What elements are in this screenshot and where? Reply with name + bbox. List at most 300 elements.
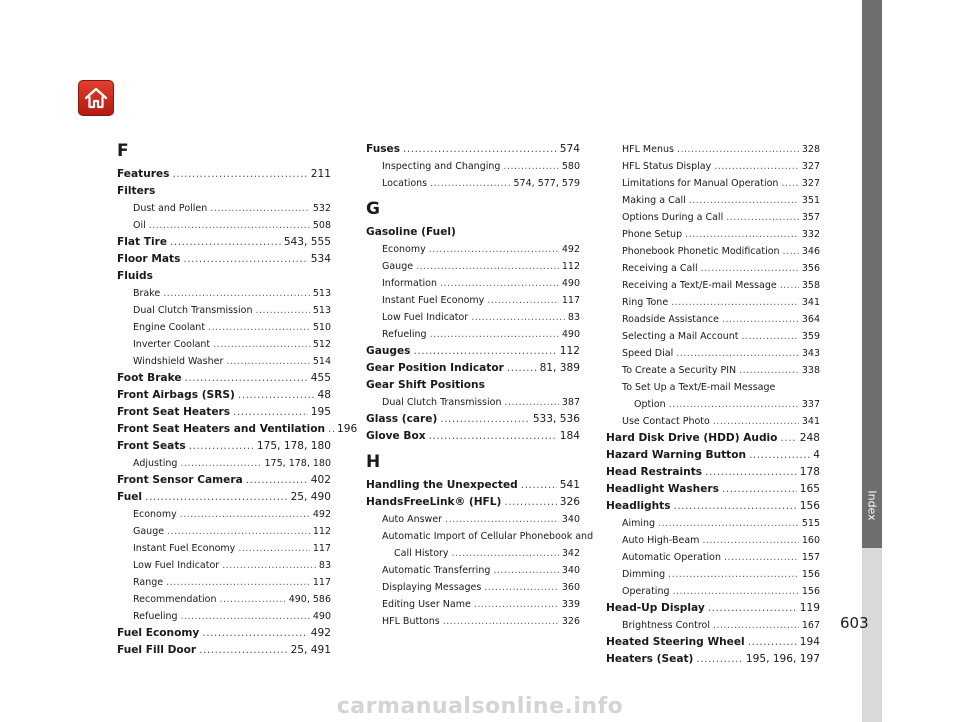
entry-label: Brightness Control xyxy=(622,620,710,631)
index-subentry[interactable] xyxy=(117,540,331,557)
index-heading: Gear Shift Positions xyxy=(366,379,485,391)
entry-label: To Create a Security PIN xyxy=(622,365,737,376)
page-reference-link[interactable]: 332 xyxy=(801,229,820,240)
dot-leader xyxy=(403,141,557,158)
section-letter: G xyxy=(366,199,380,219)
entry-label: Range xyxy=(133,577,164,588)
index-entry[interactable] xyxy=(117,421,358,438)
index-subentry[interactable] xyxy=(117,523,331,540)
dot-leader xyxy=(413,343,556,360)
page-reference-link[interactable]: 387 xyxy=(561,397,580,408)
dot-leader xyxy=(722,481,797,498)
index-subentry[interactable] xyxy=(117,302,331,319)
page-reference-link[interactable]: 211 xyxy=(310,168,331,180)
page-reference-link[interactable]: 175, 178, 180 xyxy=(264,458,331,469)
page-reference-link[interactable]: 156 xyxy=(799,500,820,512)
index-subentry[interactable] xyxy=(606,209,820,226)
entry-label: Dust and Pollen xyxy=(133,203,208,214)
dot-leader xyxy=(781,175,798,192)
entry-label: Gauge xyxy=(133,526,165,537)
index-subentry[interactable] xyxy=(117,353,331,370)
page-reference-link[interactable]: 492 xyxy=(561,244,580,255)
page-reference-link[interactable]: 327 xyxy=(801,178,820,189)
index-subentry[interactable] xyxy=(366,275,580,292)
page-reference-link[interactable]: 25, 490 xyxy=(290,491,331,503)
dot-leader xyxy=(724,549,799,566)
entry-label: Dual Clutch Transmission xyxy=(382,397,502,408)
page-reference-link[interactable]: 533, 536 xyxy=(532,413,580,425)
page-reference-link[interactable]: 513 xyxy=(312,305,331,316)
entry-label: Phone Setup xyxy=(622,229,683,240)
page-reference-link[interactable]: 455 xyxy=(310,372,331,384)
index-subentry[interactable] xyxy=(366,292,580,309)
dot-leader xyxy=(167,523,310,540)
entry-label: Heated Steering Wheel xyxy=(606,636,745,648)
entry-label: Speed Dial xyxy=(622,348,674,359)
index-side-tab[interactable] xyxy=(862,0,882,548)
dot-leader xyxy=(445,511,559,528)
page-reference-link[interactable]: 492 xyxy=(310,627,331,639)
page-reference-link[interactable]: 248 xyxy=(799,432,820,444)
page-reference-link[interactable]: 326 xyxy=(559,496,580,508)
index-subentry[interactable] xyxy=(366,258,580,275)
page-reference-link[interactable]: 351 xyxy=(801,195,820,206)
entry-label: Option xyxy=(634,399,666,410)
page-reference-link[interactable]: 541 xyxy=(559,479,580,491)
index-subentry[interactable] xyxy=(606,192,820,209)
page-reference-link[interactable]: 512 xyxy=(312,339,331,350)
page-reference-link[interactable]: 156 xyxy=(801,586,820,597)
dot-leader xyxy=(210,200,310,217)
index-subentry[interactable] xyxy=(606,277,820,294)
index-subentry[interactable] xyxy=(606,617,820,634)
page-reference-link[interactable]: 117 xyxy=(561,295,580,306)
page-reference-link[interactable]: 343 xyxy=(801,348,820,359)
dot-leader xyxy=(328,421,334,438)
entry-label: Displaying Messages xyxy=(382,582,482,593)
entry-label: HFL Status Display xyxy=(622,161,712,172)
index-heading: Fluids xyxy=(117,270,153,282)
dot-leader xyxy=(440,411,530,428)
dot-leader xyxy=(521,477,557,494)
dot-leader xyxy=(713,617,799,634)
page-reference-link[interactable]: 339 xyxy=(561,599,580,610)
dot-leader xyxy=(180,455,261,472)
entry-label: Fuel xyxy=(117,491,143,503)
entry-label: HandsFreeLink® (HFL) xyxy=(366,496,502,508)
entry-label: HFL Menus xyxy=(622,144,674,155)
dot-leader xyxy=(742,328,799,345)
index-subentry[interactable] xyxy=(117,574,331,591)
page-reference-link[interactable]: 48 xyxy=(317,389,331,401)
entry-label: Hazard Warning Button xyxy=(606,449,747,461)
page-reference-link[interactable]: 490 xyxy=(561,278,580,289)
dot-leader xyxy=(493,562,558,579)
entry-label: Selecting a Mail Account xyxy=(622,331,739,342)
page-reference-link[interactable]: 356 xyxy=(801,263,820,274)
index-subentry[interactable] xyxy=(117,506,331,523)
dot-leader xyxy=(430,326,559,343)
index-subentry[interactable] xyxy=(366,309,580,326)
entry-label: Phonebook Phonetic Modification xyxy=(622,246,780,257)
entry-label: Fuses xyxy=(366,143,401,155)
page-reference-link[interactable]: 160 xyxy=(801,535,820,546)
entry-label: Windshield Washer xyxy=(133,356,224,367)
entry-label: Receiving a Text/E-mail Message xyxy=(622,280,777,291)
index-subentry[interactable] xyxy=(606,413,820,430)
page-reference-link[interactable]: 117 xyxy=(312,577,331,588)
page-reference-link[interactable]: 360 xyxy=(561,582,580,593)
dot-leader xyxy=(183,251,307,268)
index-entry[interactable] xyxy=(366,141,580,158)
page-reference-link[interactable]: 328 xyxy=(801,144,820,155)
page-reference-link[interactable]: 81, 389 xyxy=(539,362,580,374)
page-reference-link[interactable]: 346 xyxy=(801,246,820,257)
dot-leader xyxy=(701,260,799,277)
index-entry[interactable] xyxy=(117,625,331,642)
entry-label: Refueling xyxy=(133,611,178,622)
entry-label: Auto High-Beam xyxy=(622,535,700,546)
page-reference-link[interactable]: 165 xyxy=(799,483,820,495)
page-reference-link[interactable]: 194 xyxy=(799,636,820,648)
entry-label: Instant Fuel Economy xyxy=(382,295,485,306)
entry-label: Editing User Name xyxy=(382,599,471,610)
page-reference-link[interactable]: 490 xyxy=(561,329,580,340)
entry-label: Dual Clutch Transmission xyxy=(133,305,253,316)
index-subentry[interactable] xyxy=(606,260,820,277)
page-reference-link[interactable]: 574, 577, 579 xyxy=(513,178,580,189)
entry-label: Locations xyxy=(382,178,428,189)
index-subentry[interactable] xyxy=(606,243,820,260)
entry-label: Glass (care) xyxy=(366,413,438,425)
entry-label: Head Restraints xyxy=(606,466,703,478)
dot-leader xyxy=(722,311,799,328)
page-reference-link[interactable]: 357 xyxy=(801,212,820,223)
page-reference-link[interactable]: 340 xyxy=(561,514,580,525)
index-entry[interactable] xyxy=(366,343,580,360)
index-subentry[interactable] xyxy=(366,511,580,528)
entry-label: Receiving a Call xyxy=(622,263,698,274)
page-reference-link[interactable]: 327 xyxy=(801,161,820,172)
dot-leader xyxy=(180,506,310,523)
entry-label: Low Fuel Indicator xyxy=(382,312,469,323)
page-reference-link[interactable]: 178 xyxy=(799,466,820,478)
page-reference-link[interactable]: 490 xyxy=(312,611,331,622)
page-reference-link[interactable]: 574 xyxy=(559,143,580,155)
index-subentry[interactable] xyxy=(606,158,820,175)
page-reference-link[interactable]: 532 xyxy=(312,203,331,214)
index-subentry[interactable] xyxy=(366,175,580,192)
dot-leader xyxy=(726,209,799,226)
dot-leader xyxy=(246,472,308,489)
page-reference-link[interactable]: 83 xyxy=(318,560,331,571)
entry-label: Engine Coolant xyxy=(133,322,206,333)
index-entry[interactable] xyxy=(366,494,580,511)
dot-leader xyxy=(429,428,557,445)
entry-label: Limitations for Manual Operation xyxy=(622,178,779,189)
dot-leader xyxy=(443,613,559,630)
dot-leader xyxy=(702,532,798,549)
index-entry[interactable] xyxy=(366,411,580,428)
index-subentry[interactable] xyxy=(117,336,331,353)
index-entry[interactable] xyxy=(366,360,580,377)
index-subentry[interactable] xyxy=(606,175,820,192)
home-icon xyxy=(83,86,109,110)
page-reference-link[interactable]: 490, 586 xyxy=(288,594,331,605)
page-reference-link[interactable]: 342 xyxy=(561,548,580,559)
dot-leader xyxy=(484,579,559,596)
index-heading: Automatic Import of Cellular Phonebook and xyxy=(382,531,594,542)
page-reference-link[interactable]: 340 xyxy=(561,565,580,576)
entry-label: Brake xyxy=(133,288,161,299)
dot-leader xyxy=(685,226,799,243)
page-reference-link[interactable]: 195 xyxy=(310,406,331,418)
page-reference-link[interactable]: 4 xyxy=(813,449,820,461)
dot-leader xyxy=(658,515,799,532)
entry-label: Operating xyxy=(622,586,670,597)
page-reference-link[interactable]: 83 xyxy=(567,312,580,323)
entry-label: Use Contact Photo xyxy=(622,416,710,427)
page-reference-link[interactable]: 359 xyxy=(801,331,820,342)
index-entry[interactable] xyxy=(117,489,331,506)
dot-leader xyxy=(166,574,310,591)
entry-label: Dimming xyxy=(622,569,666,580)
dot-leader xyxy=(673,583,799,600)
page-reference-link[interactable]: 25, 491 xyxy=(290,644,331,656)
index-entry[interactable] xyxy=(606,634,820,651)
dot-leader xyxy=(677,141,799,158)
dot-leader xyxy=(219,591,285,608)
dot-leader xyxy=(255,302,309,319)
entry-label: Call History xyxy=(394,548,449,559)
page-reference-link[interactable]: 326 xyxy=(561,616,580,627)
entry-label: Inverter Coolant xyxy=(133,339,211,350)
dot-leader xyxy=(783,243,799,260)
index-subentry[interactable] xyxy=(606,583,820,600)
dot-leader xyxy=(149,217,310,234)
index-heading: Gasoline (Fuel) xyxy=(366,226,456,238)
index-subentry[interactable] xyxy=(117,217,331,234)
page-reference-link[interactable]: 112 xyxy=(312,526,331,537)
section-letter: H xyxy=(366,452,381,472)
page-reference-link[interactable]: 341 xyxy=(801,297,820,308)
dot-leader xyxy=(199,642,287,659)
index-subentry[interactable] xyxy=(117,285,331,302)
entry-label: Handling the Unexpected xyxy=(366,479,518,491)
dot-leader xyxy=(416,258,559,275)
page-reference-link[interactable]: 510 xyxy=(312,322,331,333)
index-entry[interactable] xyxy=(117,387,331,404)
dot-leader xyxy=(238,540,310,557)
index-subentry[interactable] xyxy=(366,394,580,411)
index-entry[interactable] xyxy=(117,404,331,421)
page-reference-link[interactable]: 196 xyxy=(337,423,358,435)
entry-label: Front Seat Heaters xyxy=(117,406,231,418)
entry-label: Inspecting and Changing xyxy=(382,161,501,172)
entry-label: Oil xyxy=(133,220,146,231)
entry-label: Ring Tone xyxy=(622,297,669,308)
index-column-1 xyxy=(117,141,358,659)
index-entry[interactable] xyxy=(117,438,331,455)
dot-leader xyxy=(471,309,565,326)
dot-leader xyxy=(440,275,559,292)
index-entry[interactable] xyxy=(606,430,820,447)
index-subentry[interactable] xyxy=(366,545,580,562)
index-subentry[interactable] xyxy=(366,579,580,596)
entry-label: Making a Call xyxy=(622,195,686,206)
dot-leader xyxy=(429,241,559,258)
entry-label: Recommendation xyxy=(133,594,217,605)
page-reference-link[interactable]: 534 xyxy=(310,253,331,265)
index-entry[interactable] xyxy=(606,447,820,464)
dot-leader xyxy=(487,292,559,309)
index-entry[interactable] xyxy=(606,498,820,515)
page-reference-link[interactable]: 358 xyxy=(801,280,820,291)
dot-leader xyxy=(170,234,281,251)
entry-label: Auto Answer xyxy=(382,514,443,525)
page-reference-link[interactable]: 337 xyxy=(801,399,820,410)
page-reference-link[interactable]: 402 xyxy=(310,474,331,486)
page-reference-link[interactable]: 513 xyxy=(312,288,331,299)
index-entry[interactable] xyxy=(606,464,820,481)
index-subentry[interactable] xyxy=(606,515,820,532)
index-entry[interactable] xyxy=(366,477,580,494)
entry-label: Headlight Washers xyxy=(606,483,719,495)
index-column-3 xyxy=(606,141,820,668)
dot-leader xyxy=(163,285,310,302)
dot-leader xyxy=(676,345,799,362)
index-subentry[interactable] xyxy=(606,396,820,413)
index-subentry[interactable] xyxy=(366,326,580,343)
index-subentry[interactable] xyxy=(606,532,820,549)
index-subentry[interactable] xyxy=(117,557,331,574)
page-reference-link[interactable]: 156 xyxy=(801,569,820,580)
index-subentry[interactable] xyxy=(606,311,820,328)
entry-label: Floor Mats xyxy=(117,253,181,265)
dot-leader xyxy=(213,336,310,353)
index-subentry[interactable] xyxy=(606,328,820,345)
index-subentry[interactable] xyxy=(117,319,331,336)
index-entry[interactable] xyxy=(606,651,820,668)
index-subentry[interactable] xyxy=(606,549,820,566)
dot-leader xyxy=(233,404,308,421)
entry-label: Glove Box xyxy=(366,430,426,442)
index-subentry[interactable] xyxy=(606,226,820,243)
page-reference-link[interactable]: 338 xyxy=(801,365,820,376)
entry-label: Fuel Economy xyxy=(117,627,200,639)
index-subentry[interactable] xyxy=(117,200,331,217)
page-reference-link[interactable]: 492 xyxy=(312,509,331,520)
index-tab-label: Index xyxy=(865,489,879,521)
dot-leader xyxy=(708,600,797,617)
dot-leader xyxy=(780,430,796,447)
index-subentry[interactable] xyxy=(366,158,580,175)
entry-label: Gear Position Indicator xyxy=(366,362,504,374)
page-reference-link[interactable]: 112 xyxy=(561,261,580,272)
index-entry[interactable] xyxy=(117,234,331,251)
page-reference-link[interactable]: 117 xyxy=(312,543,331,554)
index-entry[interactable] xyxy=(117,166,331,183)
page-reference-link[interactable]: 157 xyxy=(801,552,820,563)
page-reference-link[interactable]: 364 xyxy=(801,314,820,325)
page-reference-link[interactable]: 543, 555 xyxy=(283,236,331,248)
dot-leader xyxy=(689,192,799,209)
dot-leader xyxy=(430,175,510,192)
entry-label: Front Seat Heaters and Ventilation xyxy=(117,423,326,435)
index-entry[interactable] xyxy=(606,481,820,498)
index-entry[interactable] xyxy=(117,642,331,659)
index-subentry[interactable] xyxy=(366,596,580,613)
dot-leader xyxy=(713,413,799,430)
page-reference-link[interactable]: 112 xyxy=(559,345,580,357)
index-subentry[interactable] xyxy=(606,345,820,362)
page-reference-link[interactable]: 580 xyxy=(561,161,580,172)
entry-label: Options During a Call xyxy=(622,212,724,223)
page-reference-link[interactable]: 515 xyxy=(801,518,820,529)
index-column-2 xyxy=(366,141,594,630)
entry-label: HFL Buttons xyxy=(382,616,440,627)
page-reference-link[interactable]: 195, 196, 197 xyxy=(745,653,820,665)
index-entry[interactable] xyxy=(117,370,331,387)
page-reference-link[interactable]: 167 xyxy=(801,620,820,631)
page-reference-link[interactable]: 175, 178, 180 xyxy=(256,440,331,452)
index-subentry[interactable] xyxy=(366,562,580,579)
index-heading: To Set Up a Text/E-mail Message xyxy=(622,382,776,393)
page-reference-link[interactable]: 508 xyxy=(312,220,331,231)
entry-label: Features xyxy=(117,168,170,180)
dot-leader xyxy=(504,494,556,511)
entry-label: Flat Tire xyxy=(117,236,168,248)
index-subentry[interactable] xyxy=(117,455,331,472)
index-subentry[interactable] xyxy=(117,608,331,625)
index-subentry[interactable] xyxy=(606,362,820,379)
dot-leader xyxy=(181,608,310,625)
index-entry[interactable] xyxy=(117,472,331,489)
index-subentry[interactable] xyxy=(117,591,331,608)
dot-leader xyxy=(668,566,799,583)
index-subentry[interactable] xyxy=(606,566,820,583)
page-reference-link[interactable]: 341 xyxy=(801,416,820,427)
home-button[interactable] xyxy=(78,80,114,116)
index-entry[interactable] xyxy=(117,251,331,268)
dot-leader xyxy=(739,362,799,379)
entry-label: Heaters (Seat) xyxy=(606,653,694,665)
dot-leader xyxy=(226,353,310,370)
page-reference-link[interactable]: 119 xyxy=(799,602,820,614)
page-reference-link[interactable]: 184 xyxy=(559,430,580,442)
index-subentry[interactable] xyxy=(366,613,580,630)
index-subentry[interactable] xyxy=(606,294,820,311)
entry-label: Economy xyxy=(382,244,426,255)
page-reference-link[interactable]: 514 xyxy=(312,356,331,367)
dot-leader xyxy=(674,498,797,515)
index-entry[interactable] xyxy=(366,428,580,445)
dot-leader xyxy=(507,360,537,377)
index-subentry[interactable] xyxy=(606,141,820,158)
index-subentry[interactable] xyxy=(366,241,580,258)
entry-label: Economy xyxy=(133,509,177,520)
entry-label: Refueling xyxy=(382,329,427,340)
entry-label: Foot Brake xyxy=(117,372,182,384)
index-entry[interactable] xyxy=(606,600,820,617)
index-heading: Filters xyxy=(117,185,156,197)
dot-leader xyxy=(238,387,315,404)
dot-leader xyxy=(671,294,799,311)
dot-leader xyxy=(714,158,799,175)
entry-label: Fuel Fill Door xyxy=(117,644,197,656)
dot-leader xyxy=(222,557,316,574)
dot-leader xyxy=(208,319,310,336)
